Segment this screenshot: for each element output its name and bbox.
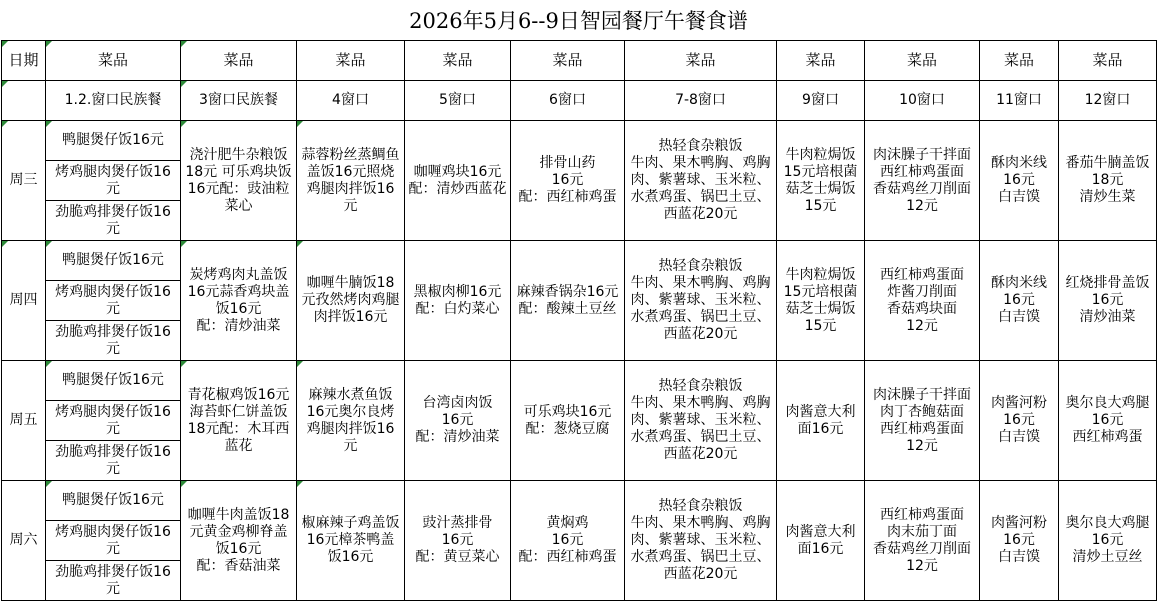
menu-cell: 麻辣香锅杂16元 配：酸辣土豆丝 [511,241,625,361]
menu-cell: 肉沫臊子干拌面 西红柿鸡蛋面 香菇鸡丝刀削面 12元 [865,121,980,241]
menu-cell: 台湾卤肉饭 16元 配：清炒油菜 [405,361,511,481]
side-item: 鸭腿煲仔饭16元 [46,241,181,281]
day-label: 周五 [2,361,46,481]
menu-cell: 青花椒鸡饭16元 海苔虾仁饼盖饭18元配：木耳西蓝花 [181,361,297,481]
menu-cell: 黑椒肉柳16元 配：白灼菜心 [405,241,511,361]
column-header: 菜品 [865,41,980,81]
window-label: 5窗口 [405,81,511,121]
date-header: 日期 [2,41,46,81]
menu-cell: 奥尔良大鸡腿 16元 清炒土豆丝 [1059,481,1157,601]
side-item: 烤鸡腿肉煲仔饭16元 [46,521,181,561]
column-header: 菜品 [777,41,865,81]
menu-cell: 热轻食杂粮饭 牛肉、果木鸭胸、鸡胸肉、紫薯球、玉米粒、水煮鸡蛋、锅巴土豆、西蓝花20元 [625,241,777,361]
menu-cell: 西红柿鸡蛋面 肉末茄丁面 香菇鸡丝刀削面 12元 [865,481,980,601]
window-label: 4窗口 [297,81,405,121]
side-item: 烤鸡腿肉煲仔饭16元 [46,161,181,201]
side-item: 烤鸡腿肉煲仔饭16元 [46,401,181,441]
column-header: 菜品 [1059,41,1157,81]
menu-cell: 热轻食杂粮饭 牛肉、果木鸭胸、鸡胸肉、紫薯球、玉米粒、水煮鸡蛋、锅巴土豆、西蓝花20元 [625,481,777,601]
column-header: 菜品 [405,41,511,81]
column-header: 菜品 [181,41,297,81]
menu-cell: 豉汁蒸排骨 16元 配：黄豆菜心 [405,481,511,601]
window-corner [2,81,46,121]
column-header: 菜品 [980,41,1059,81]
window-row [2,81,1157,121]
menu-cell: 浇汁肥牛杂粮饭18元 可乐鸡块饭16元配：豉油粒菜心 [181,121,297,241]
menu-cell: 酥肉米线 16元 白吉馍 [980,121,1059,241]
menu-cell: 牛肉粒焗饭15元培根菌菇芝士焗饭15元 [777,241,865,361]
side-item: 劲脆鸡排煲仔饭16元 [46,321,181,361]
side-item: 鸭腿煲仔饭16元 [46,361,181,401]
menu-cell: 热轻食杂粮饭 牛肉、果木鸭胸、鸡胸肉、紫薯球、玉米粒、水煮鸡蛋、锅巴土豆、西蓝花20元 [625,361,777,481]
window-label: 9窗口 [777,81,865,121]
page-title: 2026年5月6--9日智园餐厅午餐食谱 [409,9,748,33]
menu-table [1,40,1157,601]
menu-cell: 肉酱河粉 16元 白吉馍 [980,481,1059,601]
menu-cell: 排骨山药 16元 配：西红柿鸡蛋 [511,121,625,241]
column-header: 菜品 [625,41,777,81]
day-row [2,481,1157,521]
side-item: 劲脆鸡排煲仔饭16元 [46,201,181,241]
menu-cell: 肉酱河粉 16元 白吉馍 [980,361,1059,481]
side-item: 劲脆鸡排煲仔饭16元 [46,561,181,601]
menu-cell: 可乐鸡块16元 配：葱烧豆腐 [511,361,625,481]
side-item: 劲脆鸡排煲仔饭16元 [46,441,181,481]
menu-cell: 西红柿鸡蛋面 炸酱刀削面 香菇鸡块面 12元 [865,241,980,361]
menu-cell: 麻辣水煮鱼饭16元奥尔良烤鸡腿肉拌饭16元 [297,361,405,481]
day-row [2,121,1157,161]
window-label: 3窗口民族餐 [181,81,297,121]
menu-cell: 炭烤鸡肉丸盖饭16元蒜香鸡块盖饭16元 配：清炒油菜 [181,241,297,361]
menu-cell: 红烧排骨盖饭 16元 清炒油菜 [1059,241,1157,361]
day-row [2,361,1157,401]
menu-cell: 肉酱意大利面16元 [777,361,865,481]
menu-cell: 酥肉米线 16元 白吉馍 [980,241,1059,361]
menu-cell: 咖喱鸡块16元 配：清炒西蓝花 [405,121,511,241]
window-label: 11窗口 [980,81,1059,121]
day-label: 周四 [2,241,46,361]
window-label: 7-8窗口 [625,81,777,121]
window-label: 10窗口 [865,81,980,121]
window-label: 12窗口 [1059,81,1157,121]
menu-cell: 黄焖鸡 16元 配：西红柿鸡蛋 [511,481,625,601]
column-header: 菜品 [297,41,405,81]
side-item: 鸭腿煲仔饭16元 [46,481,181,521]
window-label: 6窗口 [511,81,625,121]
menu-cell: 肉酱意大利面16元 [777,481,865,601]
menu-cell: 奥尔良大鸡腿 16元 西红柿鸡蛋 [1059,361,1157,481]
menu-cell: 咖喱牛肉盖饭18元黄金鸡柳脊盖饭16元 配：香菇油菜 [181,481,297,601]
header-row [2,41,1157,81]
day-label: 周三 [2,121,46,241]
column-header: 菜品 [511,41,625,81]
menu-cell: 牛肉粒焗饭15元培根菌菇芝士焗饭15元 [777,121,865,241]
side-item: 鸭腿煲仔饭16元 [46,121,181,161]
menu-cell: 蒜蓉粉丝蒸鲷鱼盖饭16元照烧鸡腿肉拌饭16元 [297,121,405,241]
window-label: 1.2.窗口民族餐 [46,81,181,121]
menu-cell: 咖喱牛腩饭18元孜然烤肉鸡腿肉拌饭16元 [297,241,405,361]
menu-cell: 肉沫臊子干拌面 肉丁杏鲍菇面 西红柿鸡蛋面 12元 [865,361,980,481]
menu-cell: 热轻食杂粮饭 牛肉、果木鸭胸、鸡胸肉、紫薯球、玉米粒、水煮鸡蛋、锅巴土豆、西蓝花20元 [625,121,777,241]
day-row [2,241,1157,281]
side-item: 烤鸡腿肉煲仔饭16元 [46,281,181,321]
menu-cell: 番茄牛腩盖饭 18元 清炒生菜 [1059,121,1157,241]
day-label: 周六 [2,481,46,601]
column-header: 菜品 [46,41,181,81]
menu-cell: 椒麻辣子鸡盖饭16元樟茶鸭盖饭16元 [297,481,405,601]
